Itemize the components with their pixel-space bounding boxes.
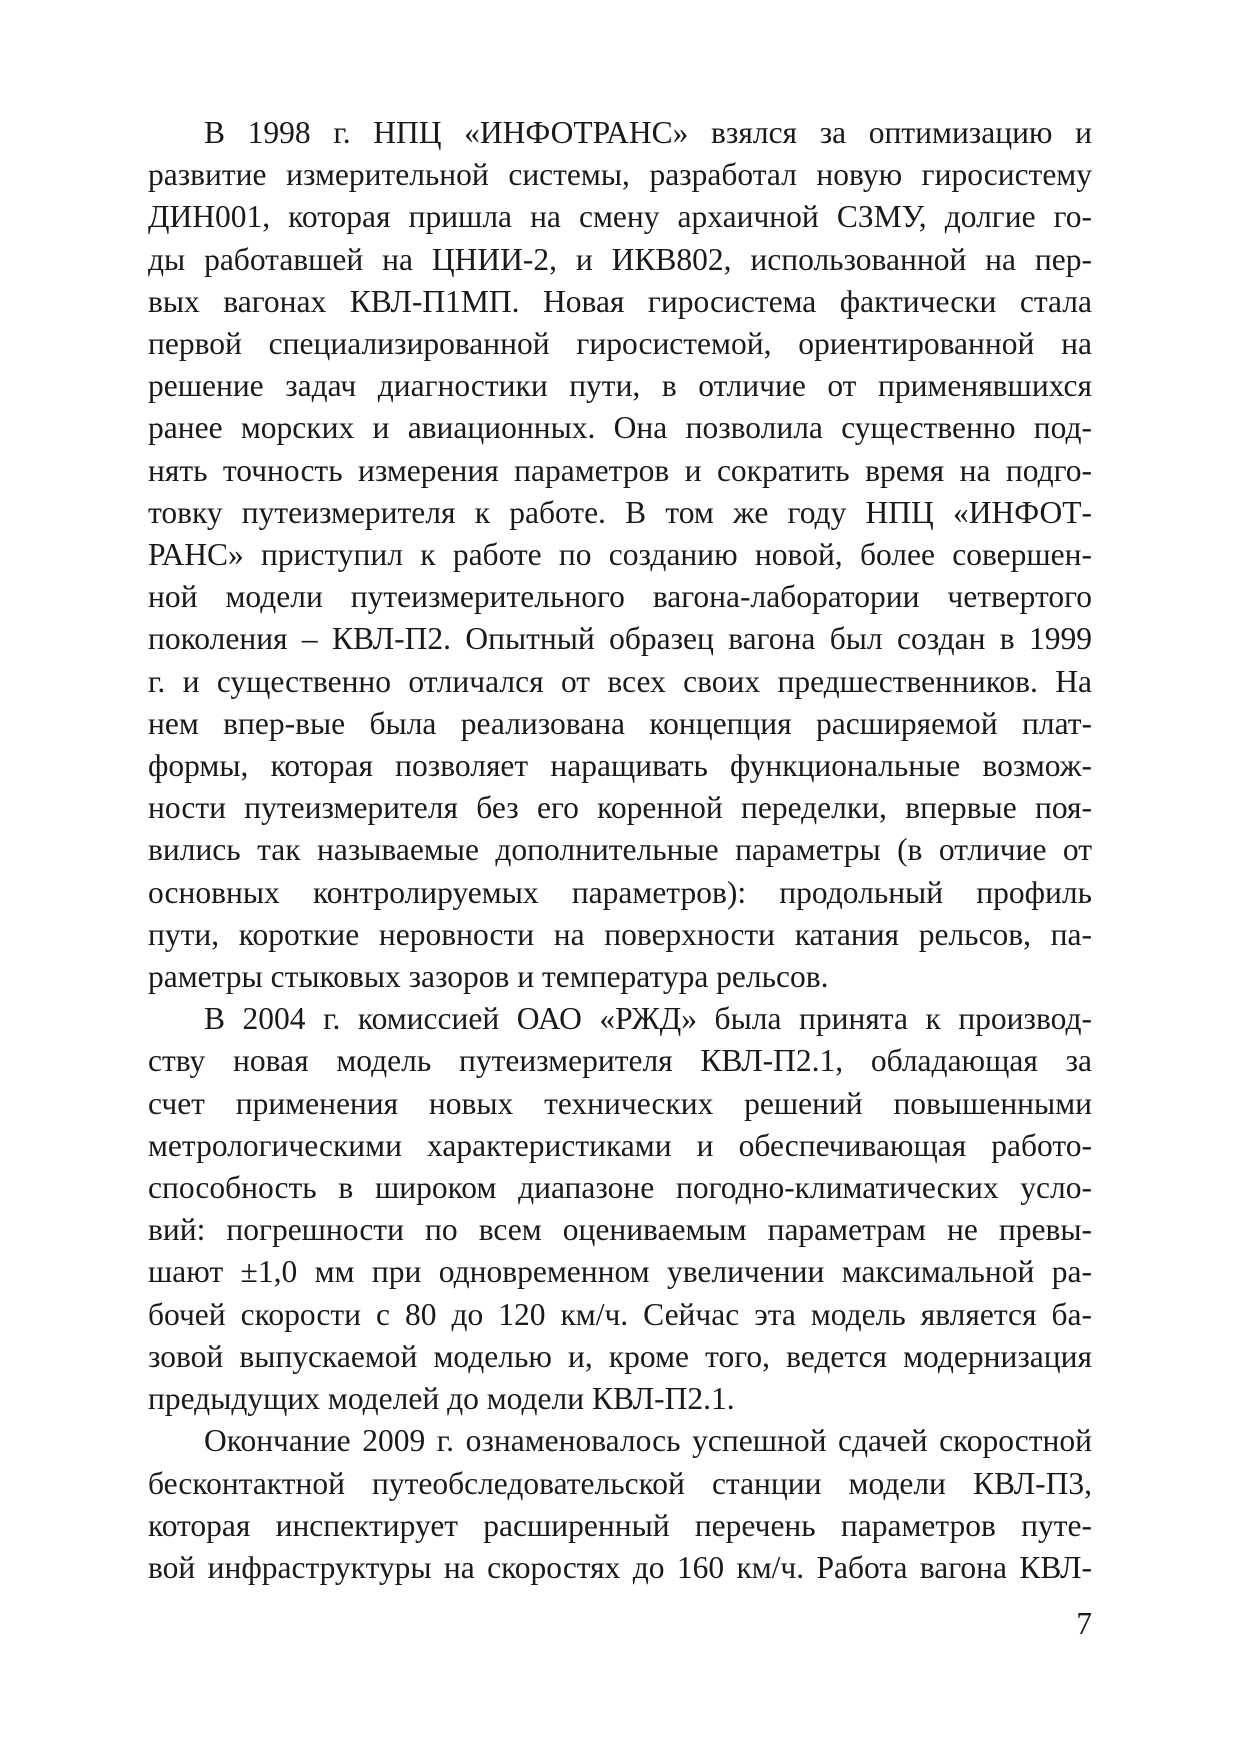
- text-line: формы, которая позволяет наращивать функциональные возмож-: [148, 748, 1092, 784]
- text-line: товку путеизмерителя к работе. В том же году НПЦ «ИНФОТ-: [148, 494, 1092, 530]
- text-line: зовой выпускаемой моделью и, кроме того, ведется модернизация: [148, 1338, 1092, 1374]
- paragraph-1998-infotrans: [148, 112, 1092, 998]
- text-line: развитие измерительной системы, разработал новую гиросистему: [148, 157, 1092, 193]
- text-line: основных контролируемых параметров): продольный профиль: [148, 874, 1092, 910]
- text-line: вой инфраструктуры на скоростях до 160 км/ч. Работа вагона КВЛ-: [148, 1549, 1092, 1585]
- text-line: ству новая модель путеизмерителя КВЛ-П2.1, обладающая за: [148, 1043, 1092, 1079]
- text-line: раметры стыковых зазоров и температура рельсов.: [148, 959, 829, 995]
- text-line: ности путеизмерителя без его коренной переделки, впервые поя-: [148, 790, 1092, 826]
- text-line: ДИН001, которая пришла на смену архаичной СЗМУ, долгие го-: [148, 199, 1092, 235]
- text-line: поколения – КВЛ-П2. Опытный образец вагона был создан в 1999: [148, 621, 1092, 657]
- text-line: первой специализированной гиросистемой, ориентированной на: [148, 326, 1092, 362]
- text-line: РАНС» приступил к работе по созданию новой, более совершен-: [148, 537, 1092, 573]
- text-line: метрологическими характеристиками и обеспечивающая работо-: [148, 1127, 1092, 1163]
- text-line: В 2004 г. комиссией ОАО «РЖД» была принята к производ-: [204, 1001, 1092, 1037]
- text-line: нем впер-вые была реализована концепция расширяемой плат-: [148, 705, 1092, 741]
- text-line: г. и существенно отличался от всех своих предшественников. На: [148, 663, 1092, 699]
- text-line: вий: погрешности по всем оцениваемым параметрам не превы-: [148, 1212, 1092, 1248]
- paragraph-2009-kvl-p3: [148, 1420, 1092, 1589]
- text-line: Окончание 2009 г. ознаменовалось успешной сдачей скоростной: [204, 1423, 1092, 1459]
- text-line: нять точность измерения параметров и сократить время на подго-: [148, 452, 1092, 488]
- paragraph-2004-rzd: [148, 998, 1092, 1420]
- text-line: ды работавшей на ЦНИИ-2, и ИКВ802, использованной на пер-: [148, 241, 1092, 277]
- text-line: способность в широком диапазоне погодно-климатических усло-: [148, 1170, 1092, 1206]
- text-line: бесконтактной путеобследовательской станции модели КВЛ-П3,: [148, 1465, 1092, 1501]
- text-line: вых вагонах КВЛ-П1МП. Новая гиросистема фактически стала: [148, 283, 1092, 319]
- text-line: которая инспектирует расширенный перечень параметров путе-: [148, 1507, 1092, 1543]
- text-line: шают ±1,0 мм при одновременном увеличении максимальной ра-: [148, 1254, 1092, 1290]
- text-line: предыдущих моделей до модели КВЛ-П2.1.: [148, 1381, 735, 1417]
- text-line: вились так называемые дополнительные параметры (в отличие от: [148, 832, 1092, 868]
- text-line: счет применения новых технических решений повышенными: [148, 1085, 1092, 1121]
- text-line: решение задач диагностики пути, в отличие от применявшихся: [148, 368, 1092, 404]
- text-line: ной модели путеизмерительного вагона-лаборатории четвертого: [148, 579, 1092, 615]
- text-line: пути, короткие неровности на поверхности катания рельсов, па-: [148, 916, 1092, 952]
- page-body: [148, 112, 1092, 1589]
- text-line: бочей скорости с 80 до 120 км/ч. Сейчас эта модель является ба-: [148, 1296, 1092, 1332]
- page-number: 7: [1076, 1606, 1092, 1641]
- text-line: В 1998 г. НПЦ «ИНФОТРАНС» взялся за оптимизацию и: [204, 115, 1092, 150]
- text-line: ранее морских и авиационных. Она позволила существенно под-: [148, 410, 1092, 446]
